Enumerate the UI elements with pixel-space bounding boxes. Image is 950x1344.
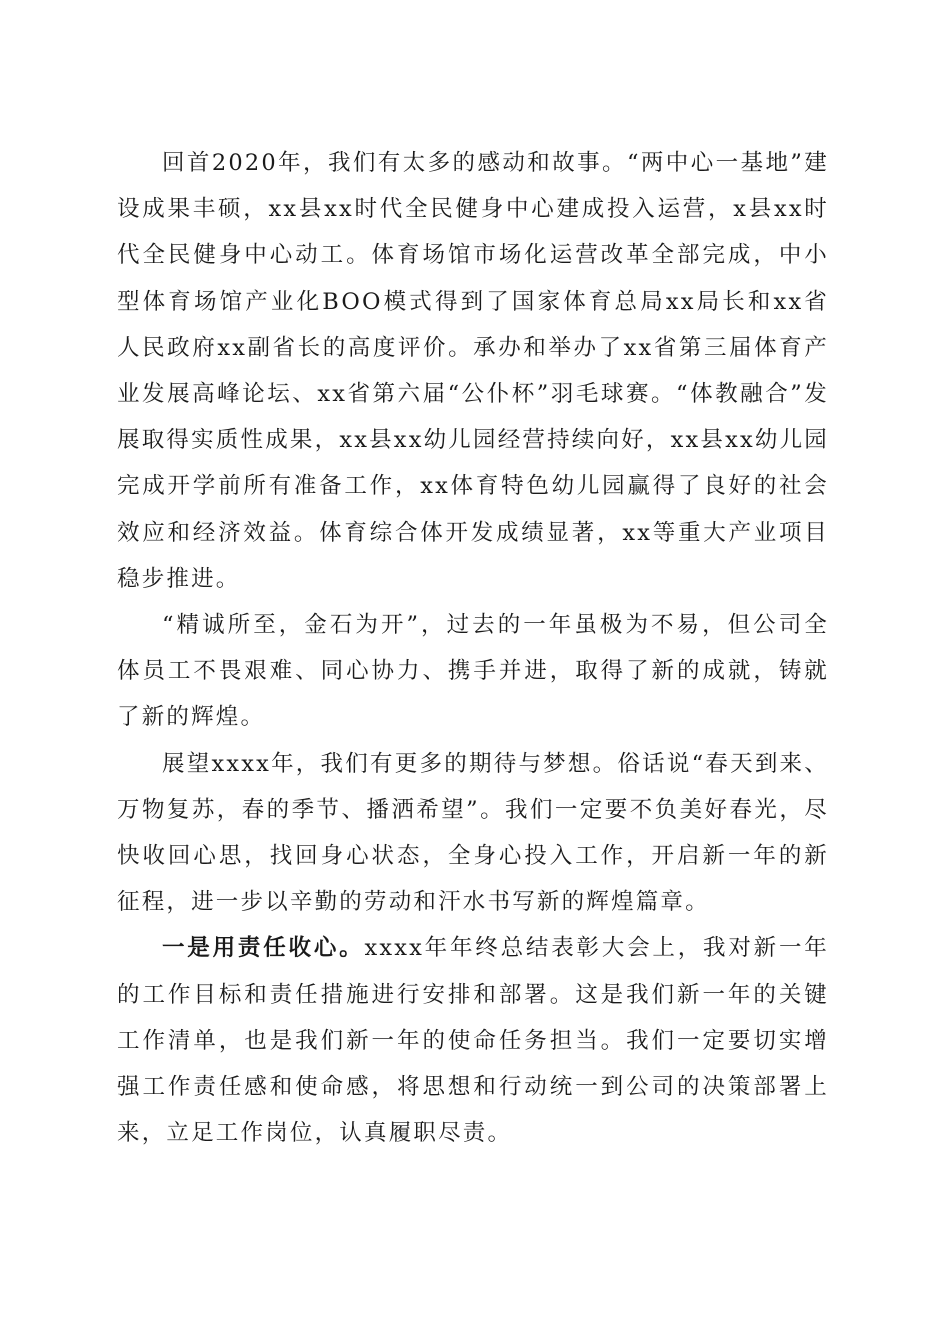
- paragraph-outlook: [117, 741, 829, 926]
- paragraph-text: 展望xxxx年，我们有更多的期待与梦想。俗话说“春天到来、万物复苏，春的季节、播洒希望”。我们一定要不负美好春光，尽快收回心思，找回身心状态，全身心投入工作，开启新一年的新征程，进一步以辛勤的劳动和汗水书写新的辉煌篇章。: [117, 750, 829, 916]
- paragraph-text: xxxx年年终总结表彰大会上，我对新一年的工作目标和责任措施进行安排和部署。这是我们新一年的关键工作清单，也是我们新一年的使命任务担当。我们一定要切实增强工作责任感和使命感，将思想和行动统一到公司的决策部署上来，立足工作岗位，认真履职尽责。: [117, 935, 829, 1147]
- paragraph-lead-heading: 一是用责任收心。: [162, 935, 365, 962]
- paragraph-review-2020: [117, 140, 829, 602]
- document-body: [117, 140, 829, 1156]
- paragraph-sincerity: [117, 602, 829, 741]
- paragraph-responsibility: [117, 925, 829, 1156]
- paragraph-text: 回首2020年，我们有太多的感动和故事。“两中心一基地”建设成果丰硕，xx县xx时代全民健身中心建成投入运营，x县xx时代全民健身中心动工。体育场馆市场化运营改革全部完成，中小型体育场馆产业化BOO模式得到了国家体育总局xx局长和xx省人民政府xx副省长的高度评价。承办和举办了xx省第三届体育产业发展高峰论坛、xx省第六届“公仆杯”羽毛球赛。“体教融合”发展取得实质性成果，xx县xx幼儿园经营持续向好，xx县xx幼儿园完成开学前所有准备工作，xx体育特色幼儿园赢得了良好的社会效应和经济效益。体育综合体开发成绩显著，xx等重大产业项目稳步推进。: [117, 150, 829, 592]
- paragraph-text: “精诚所至，金石为开”，过去的一年虽极为不易，但公司全体员工不畏艰难、同心协力、携手并进，取得了新的成就，铸就了新的辉煌。: [117, 612, 829, 731]
